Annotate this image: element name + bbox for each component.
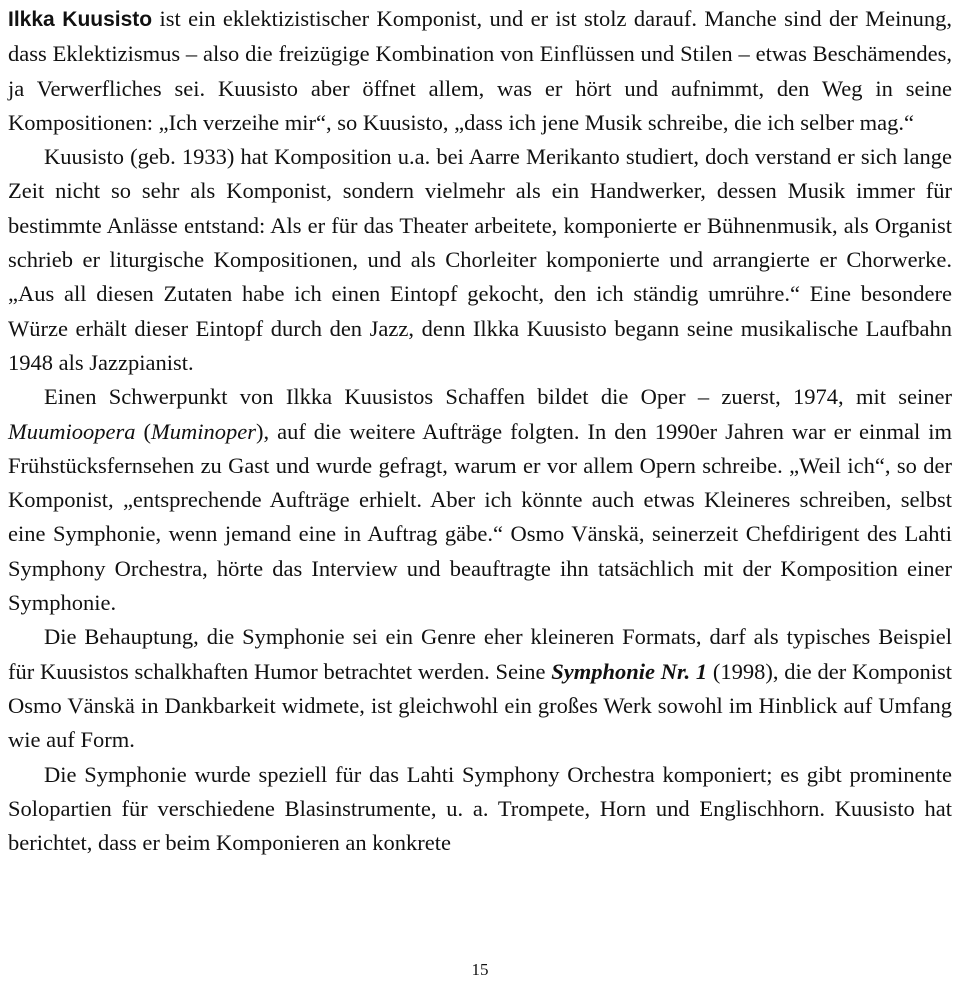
paragraph-5-text: Die Symphonie wurde speziell für das Lahti Symphony Orchestra komponiert; es gibt prominente Solopartien für verschiedene Blasinstrumente, u. a. Trompete, Horn und Englischhorn. Kuusisto hat berichtet, dass er beim Komponieren an konkrete xyxy=(8,761,952,856)
composer-name: Ilkka Kuusisto xyxy=(8,8,153,31)
paragraph-5 xyxy=(8,758,952,861)
opera-title-german: Muminoper xyxy=(150,418,256,444)
paragraph-4-text-a: Die Behauptung, die Symphonie sei ein Genre eher kleineren Formats, darf als typisches Beispiel für Kuusistos schalkhaften Humor betrachtet werden. Seine xyxy=(8,624,952,684)
paragraph-1 xyxy=(8,2,952,140)
paragraph-2 xyxy=(8,140,952,380)
paragraph-3-text-b: ( xyxy=(135,418,151,444)
paragraph-3-text-c: ), auf die weitere Aufträge folgten. In den 1990er Jahren war er einmal im Frühstücksfernsehen zu Gast und wurde gefragt, warum er vor allem Opern schreibe. „Weil ich“, so der Komponist, „entsprechende Aufträge erhielt. Aber ich könnte auch etwas Kleineres schreiben, selbst eine Symphonie, wenn jemand eine in Auftrag gäbe.“ Osmo Vänskä, seinerzeit Chefdirigent des Lahti Symphony Orchestra, hörte das Interview und beauftragte ihn tatsächlich mit der Komposition einer Symphonie. xyxy=(8,418,952,616)
paragraph-3 xyxy=(8,380,952,620)
paragraph-4 xyxy=(8,620,952,757)
paragraph-4-text-b: (1998), die der Komponist Osmo Vänskä in Dankbarkeit widmete, ist gleichwohl ein großes Werk sowohl im Hinblick auf Umfang wie auf Form. xyxy=(8,658,953,753)
paragraph-2-text: Kuusisto (geb. 1933) hat Komposition u.a. bei Aarre Merikanto studiert, doch verstand er sich lange Zeit nicht so sehr als Komponist, sondern vielmehr als ein Handwerker, dessen Musik immer für bestimmte Anlässe entstand: Als er für das Theater arbeitete, komponierte er Bühnenmusik, als Organist schrieb er liturgische Kompositionen, und als Chorleiter komponierte und arrangierte er Chorwerke. „Aus all diesen Zutaten habe ich einen Eintopf gekocht, den ich ständig umrühre.“ Eine besondere Würze erhält dieser Eintopf durch den Jazz, denn Ilkka Kuusisto begann seine musikalische Laufbahn 1948 als Jazzpianist. xyxy=(8,144,952,375)
paragraph-3-text-a: Einen Schwerpunkt von Ilkka Kuusistos Schaffen bildet die Oper – zuerst, 1974, mit seiner xyxy=(44,384,952,410)
opera-title-finnish: Muumioopera xyxy=(8,418,136,444)
work-title: Symphonie Nr. 1 xyxy=(551,658,708,684)
paragraph-1-text: ist ein eklektizistischer Komponist, und er ist stolz darauf. Manche sind der Meinung, dass Eklektizismus – also die freizügige Kombination von Einflüssen und Stilen – etwas Beschämendes, ja Verwerfliches sei. Kuusisto aber öffnet allem, was er hört und aufnimmt, den Weg in seine Kompositionen: „Ich verzeihe mir“, so Kuusisto, „dass ich jene Musik schreibe, die ich selber mag.“ xyxy=(8,6,952,135)
page-number: 15 xyxy=(471,960,489,979)
